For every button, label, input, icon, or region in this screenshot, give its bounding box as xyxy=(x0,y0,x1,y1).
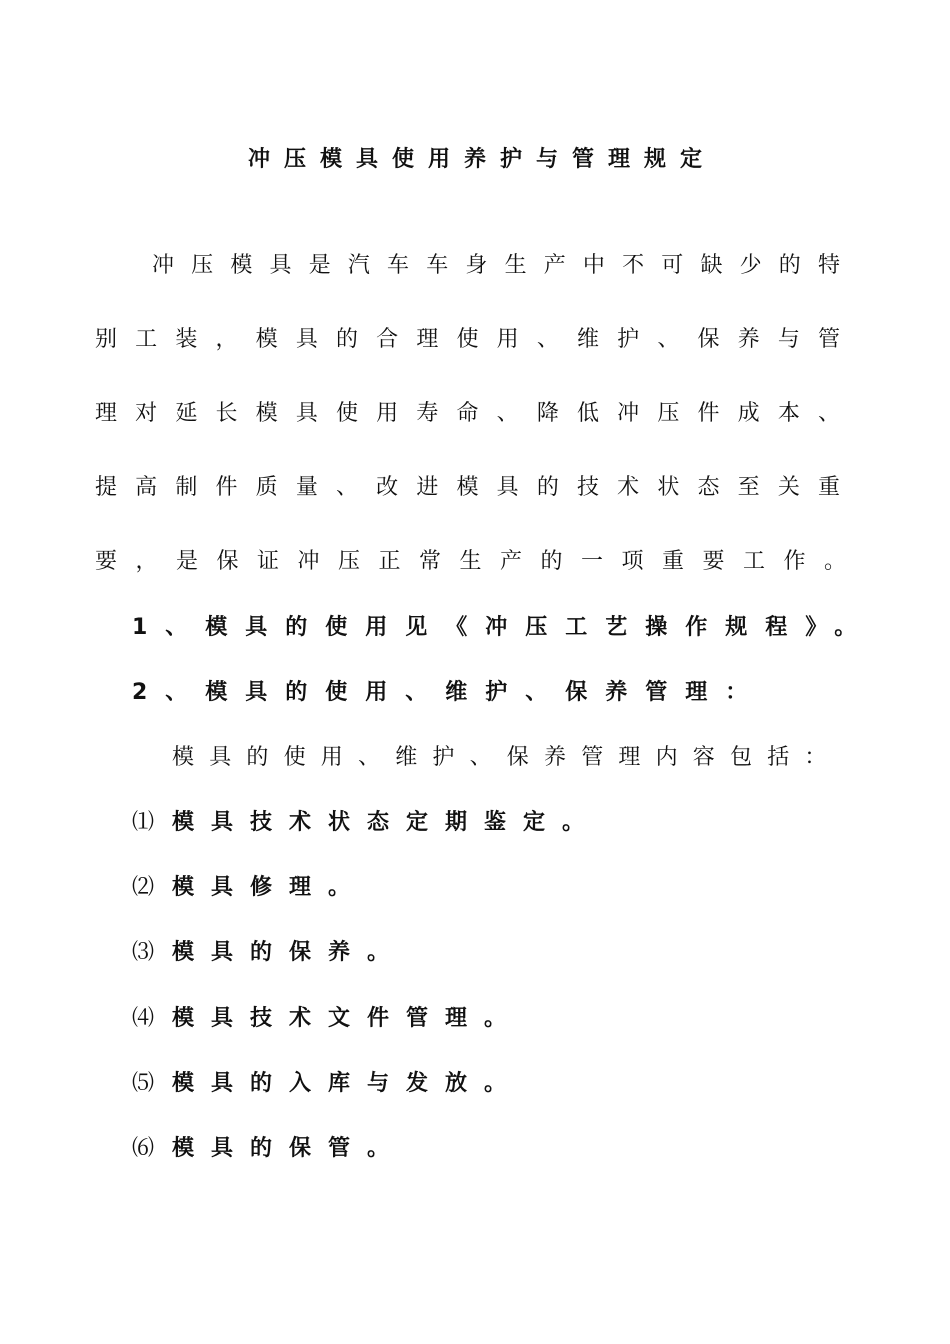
list-item-text: 模具修理。 xyxy=(172,875,368,900)
list-item-number: ⑹ xyxy=(132,1136,155,1161)
paragraph-line-5: 要，是保证冲压正常生产的一项重要工作。 xyxy=(95,549,865,574)
paragraph-line-1: 冲压模具是汽车车身生产中不可缺少的特 xyxy=(152,253,840,278)
list-item-text: 模具的入库与发放。 xyxy=(172,1071,524,1096)
list-item-text: 模具技术状态定期鉴定。 xyxy=(172,810,602,835)
paragraph-line-3: 理对延长模具使用寿命、降低冲压件成本、 xyxy=(95,401,840,426)
list-item-number: ⑴ xyxy=(132,810,155,835)
list-item xyxy=(132,1131,406,1167)
section-intro: 模具的使用、维护、保养管理内容包括： xyxy=(172,745,842,770)
list-item-number: ⑶ xyxy=(132,940,155,965)
list-item-number: ⑸ xyxy=(132,1071,155,1096)
list-item-text: 模具的保养。 xyxy=(172,940,407,965)
list-item-number: ⑷ xyxy=(132,1006,155,1031)
section-heading-1: 1、模具的使用见《冲压工艺操作规程》。 xyxy=(132,615,875,640)
list-item xyxy=(132,870,367,906)
section-heading-2: 2、模具的使用、维护、保养管理： xyxy=(132,680,766,705)
list-item xyxy=(132,1066,523,1102)
paragraph-line-2: 别工装，模具的合理使用、维护、保养与管 xyxy=(95,327,840,352)
list-item xyxy=(132,935,406,971)
list-item xyxy=(132,805,601,841)
list-item-text: 模具技术文件管理。 xyxy=(172,1006,524,1031)
list-item-text: 模具的保管。 xyxy=(172,1136,407,1161)
paragraph-line-4: 提高制件质量、改进模具的技术状态至关重 xyxy=(95,475,840,500)
list-item xyxy=(132,1001,523,1037)
document-title: 冲压模具使用养护与管理规定 xyxy=(247,147,716,172)
list-item-number: ⑵ xyxy=(132,875,155,900)
